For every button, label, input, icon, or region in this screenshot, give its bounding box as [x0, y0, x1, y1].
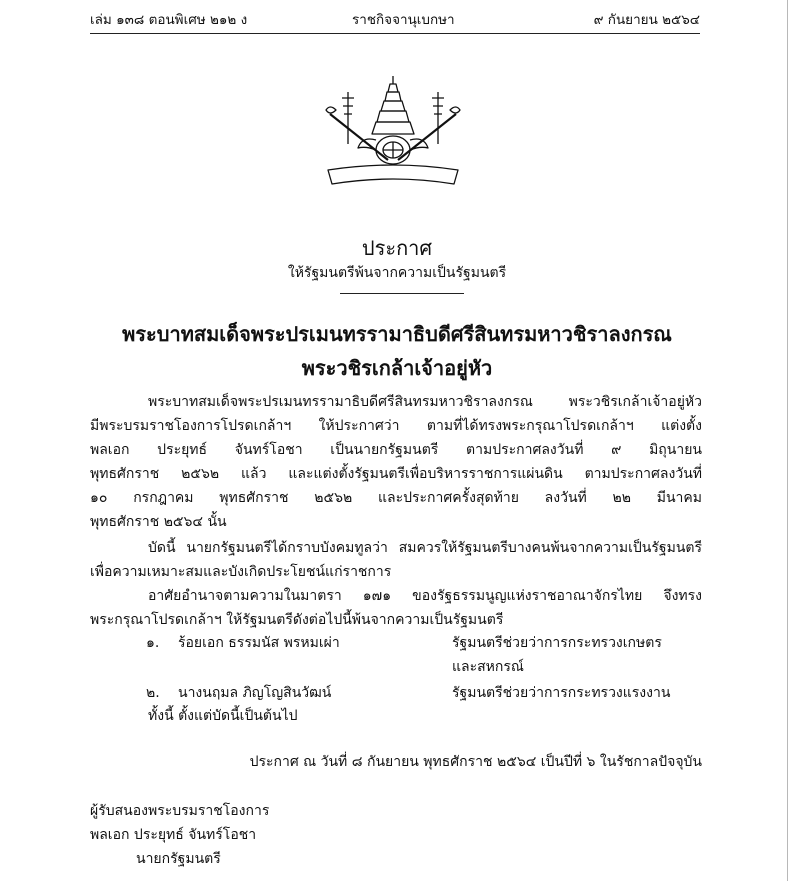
announcement-subtitle: ให้รัฐมนตรีพ้นจากความเป็นรัฐมนตรี [287, 265, 507, 281]
header-volume: เล่ม ๑๓๘ ตอนพิเศษ ๒๑๒ ง [90, 12, 248, 28]
paragraph-1-line-6: พุทธศักราช ๒๕๖๔ นั้น [90, 514, 227, 530]
countersign-name: พลเอก ประยุทธ์ จันทร์โอชา [90, 827, 257, 843]
paragraph-1-line-1: พระบาทสมเด็จพระปรเมนทรรามาธิบดีศรีสินทรมหาวชิราลงกรณ พระวชิรเกล้าเจ้าอยู่หัว [148, 394, 702, 410]
minister-1-position-line-2: และสหกรณ์ [452, 659, 524, 675]
effective-clause: ทั้งนี้ ตั้งแต่บัดนี้เป็นต้นไป [148, 708, 298, 724]
title-rule [340, 293, 464, 294]
paragraph-3-line-2: พระกรุณาโปรดเกล้าฯ ให้รัฐมนตรีดังต่อไปนี้พ้นจากความเป็นรัฐมนตรี [90, 612, 504, 628]
paragraph-1-line-2: มีพระบรมราชโองการโปรดเกล้าฯ ให้ประกาศว่า ตามที่ได้ทรงพระกรุณาโปรดเกล้าฯ แต่งตั้ง [90, 418, 702, 434]
announcement-title: ประกาศ [361, 236, 433, 260]
page-edge-rule [787, 0, 788, 881]
paragraph-2-line-1: บัดนี้ นายกรัฐมนตรีได้กราบบังคมทูลว่า สมควรให้รัฐมนตรีบางคนพ้นจากความเป็นรัฐมนตรี [148, 540, 702, 556]
minister-2-name: นางนฤมล ภิญโญสินวัฒน์ [178, 685, 332, 701]
minister-1-number: ๑. [146, 635, 160, 651]
king-name-line-2: พระวชิรเกล้าเจ้าอยู่หัว [301, 356, 493, 380]
header-date: ๙ กันยายน ๒๕๖๔ [593, 12, 700, 28]
paragraph-2-line-2: เพื่อความเหมาะสมและบังเกิดประโยชน์แก่ราชการ [90, 564, 392, 580]
king-name-line-1: พระบาทสมเด็จพระปรเมนทรรามาธิบดีศรีสินทรมหาวชิราลงกรณ [122, 322, 672, 346]
royal-emblem-icon [318, 74, 468, 194]
paragraph-1-line-3: พลเอก ประยุทธ์ จันทร์โอชา เป็นนายกรัฐมนตรี ตามประกาศลงวันที่ ๙ มิถุนายน [90, 442, 702, 458]
minister-1-position-line-1: รัฐมนตรีช่วยว่าการกระทรวงเกษตร [452, 635, 662, 651]
minister-1-name: ร้อยเอก ธรรมนัส พรหมเผ่า [178, 635, 340, 651]
dated-line: ประกาศ ณ วันที่ ๘ กันยายน พุทธศักราช ๒๕๖๔ เป็นปีที่ ๖ ในรัชกาลปัจจุบัน [249, 754, 702, 770]
paragraph-1-line-5: ๑๐ กรกฎาคม พุทธศักราช ๒๕๖๒ และประกาศครั้งสุดท้าย ลงวันที่ ๒๒ มีนาคม [90, 490, 702, 506]
header-rule [90, 33, 700, 34]
paragraph-3-line-1: อาศัยอำนาจตามความในมาตรา ๑๗๑ ของรัฐธรรมนูญแห่งราชอาณาจักรไทย จึงทรง [148, 588, 702, 604]
countersign-label: ผู้รับสนองพระบรมราชโองการ [90, 803, 270, 819]
paragraph-1-line-4: พุทธศักราช ๒๕๖๒ แล้ว และแต่งตั้งรัฐมนตรีเพื่อบริหารราชการแผ่นดิน ตามประกาศลงวันที่ [90, 466, 702, 482]
countersign-title: นายกรัฐมนตรี [136, 851, 221, 867]
gazette-header [90, 8, 700, 30]
header-gazette-title: ราชกิจจานุเบกษา [352, 12, 455, 28]
minister-2-position-line-1: รัฐมนตรีช่วยว่าการกระทรวงแรงงาน [452, 685, 671, 701]
minister-2-number: ๒. [146, 685, 160, 701]
